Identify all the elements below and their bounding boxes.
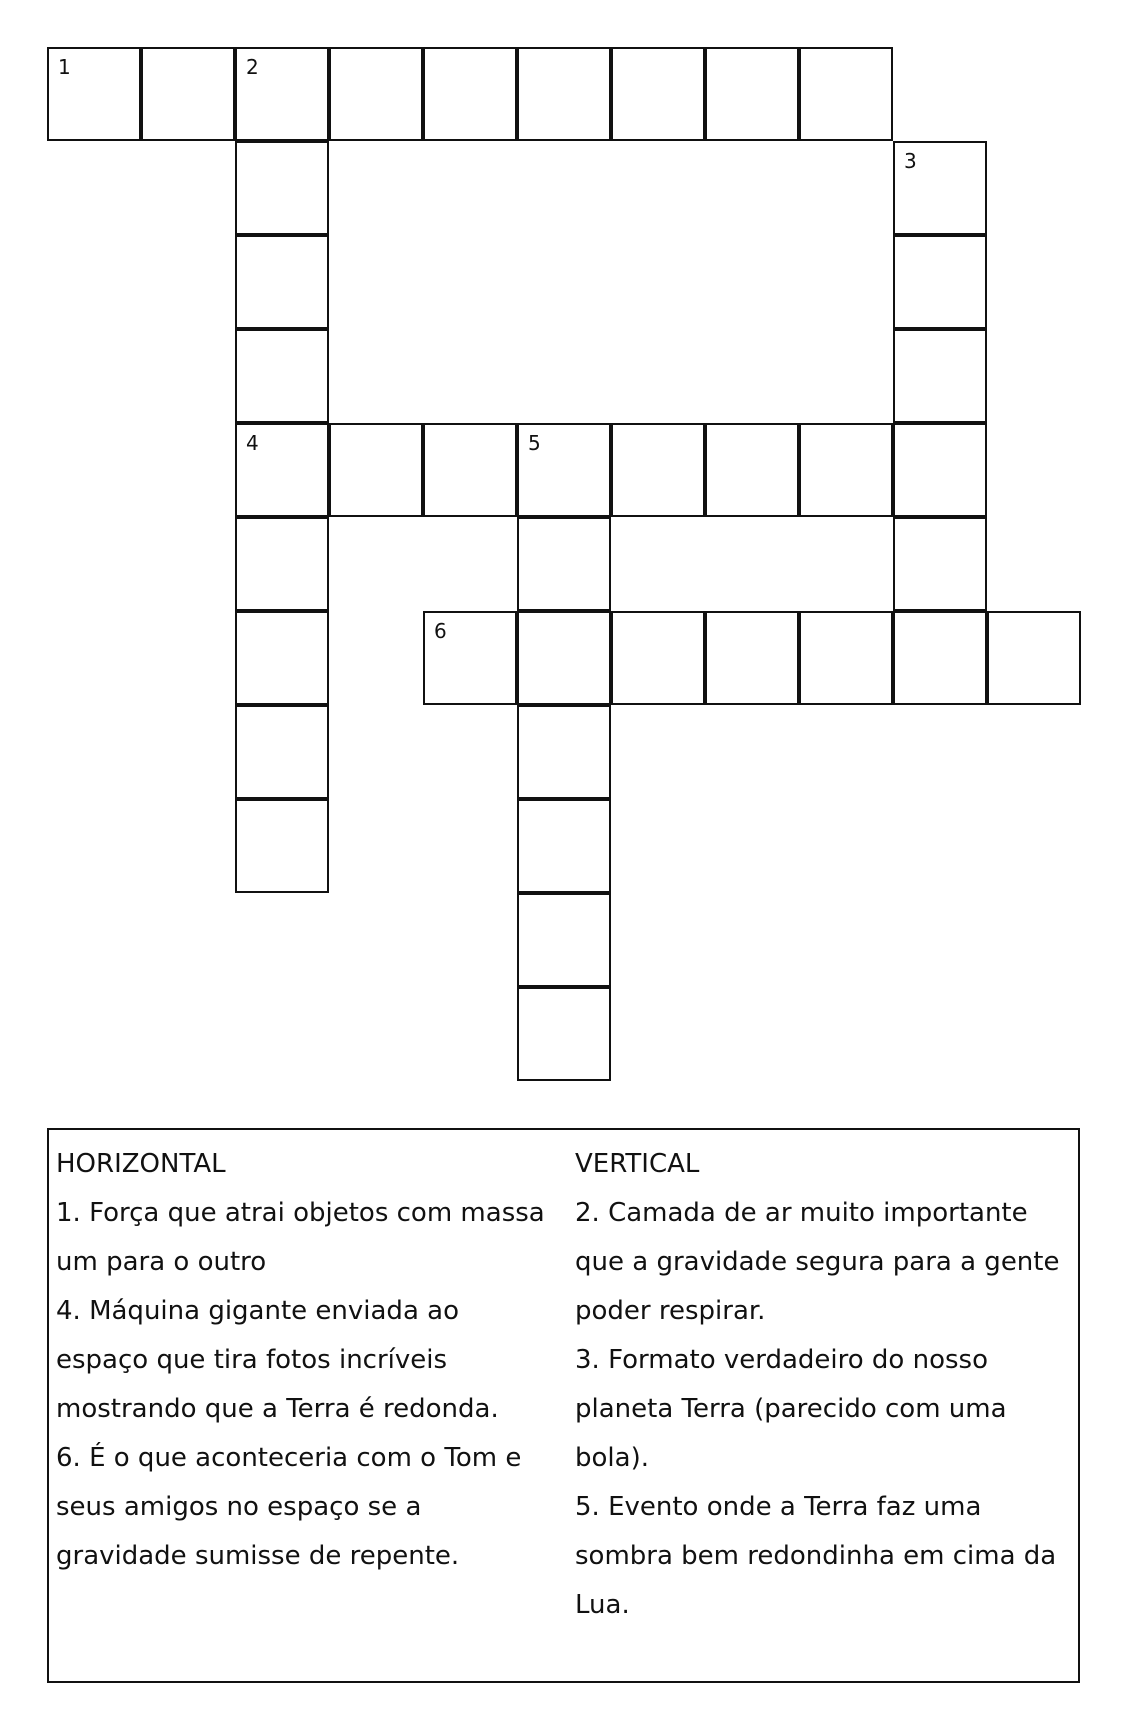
grid-cell[interactable] <box>235 47 329 141</box>
horizontal-clue-line: espaço que tira fotos incríveis <box>56 1345 448 1375</box>
horizontal-clue-line: 6. É o que aconteceria com o Tom e <box>56 1443 522 1473</box>
vertical-clue-line: que a gravidade segura para a gente <box>575 1247 1060 1277</box>
clues-box <box>47 1128 1080 1683</box>
vertical-title: VERTICAL <box>575 1149 700 1179</box>
grid-cell[interactable] <box>611 611 705 705</box>
grid-cell[interactable] <box>517 987 611 1081</box>
grid-cell[interactable] <box>235 705 329 799</box>
grid-cell[interactable] <box>799 611 893 705</box>
horizontal-clue-line: 4. Máquina gigante enviada ao <box>56 1296 459 1326</box>
grid-cell[interactable] <box>517 517 611 611</box>
vertical-clue-line: 2. Camada de ar muito importante <box>575 1198 1028 1228</box>
grid-cell[interactable] <box>423 47 517 141</box>
clue-number: 3 <box>904 149 917 173</box>
grid-cell[interactable] <box>517 705 611 799</box>
grid-cell[interactable] <box>611 47 705 141</box>
grid-cell[interactable] <box>893 517 987 611</box>
grid-cell[interactable] <box>235 423 329 517</box>
vertical-clue-line: planeta Terra (parecido com uma <box>575 1394 1007 1424</box>
grid-cell[interactable] <box>517 893 611 987</box>
grid-cell[interactable] <box>611 423 705 517</box>
clue-number: 1 <box>58 55 71 79</box>
clue-number: 6 <box>434 619 447 643</box>
vertical-clues <box>575 1140 1075 1630</box>
horizontal-clues <box>56 1140 566 1581</box>
vertical-clue-line: bola). <box>575 1443 649 1473</box>
vertical-clue-line: 5. Evento onde a Terra faz uma <box>575 1492 982 1522</box>
grid-cell[interactable] <box>705 611 799 705</box>
grid-cell[interactable] <box>235 517 329 611</box>
grid-cell[interactable] <box>517 423 611 517</box>
grid-cell[interactable] <box>893 235 987 329</box>
grid-cell[interactable] <box>517 799 611 893</box>
grid-cell[interactable] <box>517 47 611 141</box>
grid-cell[interactable] <box>893 329 987 423</box>
grid-cell[interactable] <box>799 47 893 141</box>
horizontal-clue-line: seus amigos no espaço se a <box>56 1492 422 1522</box>
grid-cell[interactable] <box>517 611 611 705</box>
grid-cell[interactable] <box>893 611 987 705</box>
grid-cell[interactable] <box>893 141 987 235</box>
grid-cell[interactable] <box>235 141 329 235</box>
horizontal-clue-line: um para o outro <box>56 1247 267 1277</box>
vertical-clue-line: sombra bem redondinha em cima da <box>575 1541 1057 1571</box>
horizontal-clue-line: gravidade sumisse de repente. <box>56 1541 460 1571</box>
grid-cell[interactable] <box>423 423 517 517</box>
vertical-clue-line: Lua. <box>575 1590 630 1620</box>
grid-cell[interactable] <box>141 47 235 141</box>
grid-cell[interactable] <box>423 611 517 705</box>
horizontal-clue-line: mostrando que a Terra é redonda. <box>56 1394 499 1424</box>
grid-cell[interactable] <box>235 611 329 705</box>
horizontal-title: HORIZONTAL <box>56 1149 226 1179</box>
grid-cell[interactable] <box>987 611 1081 705</box>
grid-cell[interactable] <box>47 47 141 141</box>
grid-cell[interactable] <box>893 423 987 517</box>
vertical-clue-line: 3. Formato verdadeiro do nosso <box>575 1345 988 1375</box>
grid-cell[interactable] <box>799 423 893 517</box>
grid-cell[interactable] <box>329 47 423 141</box>
grid-cell[interactable] <box>235 329 329 423</box>
horizontal-clue-line: 1. Força que atrai objetos com massa <box>56 1198 545 1228</box>
grid-cell[interactable] <box>705 47 799 141</box>
grid-cell[interactable] <box>235 235 329 329</box>
vertical-clue-line: poder respirar. <box>575 1296 766 1326</box>
grid-cell[interactable] <box>705 423 799 517</box>
clue-number: 4 <box>246 431 259 455</box>
clue-number: 5 <box>528 431 541 455</box>
clue-number: 2 <box>246 55 259 79</box>
grid-cell[interactable] <box>329 423 423 517</box>
grid-cell[interactable] <box>235 799 329 893</box>
